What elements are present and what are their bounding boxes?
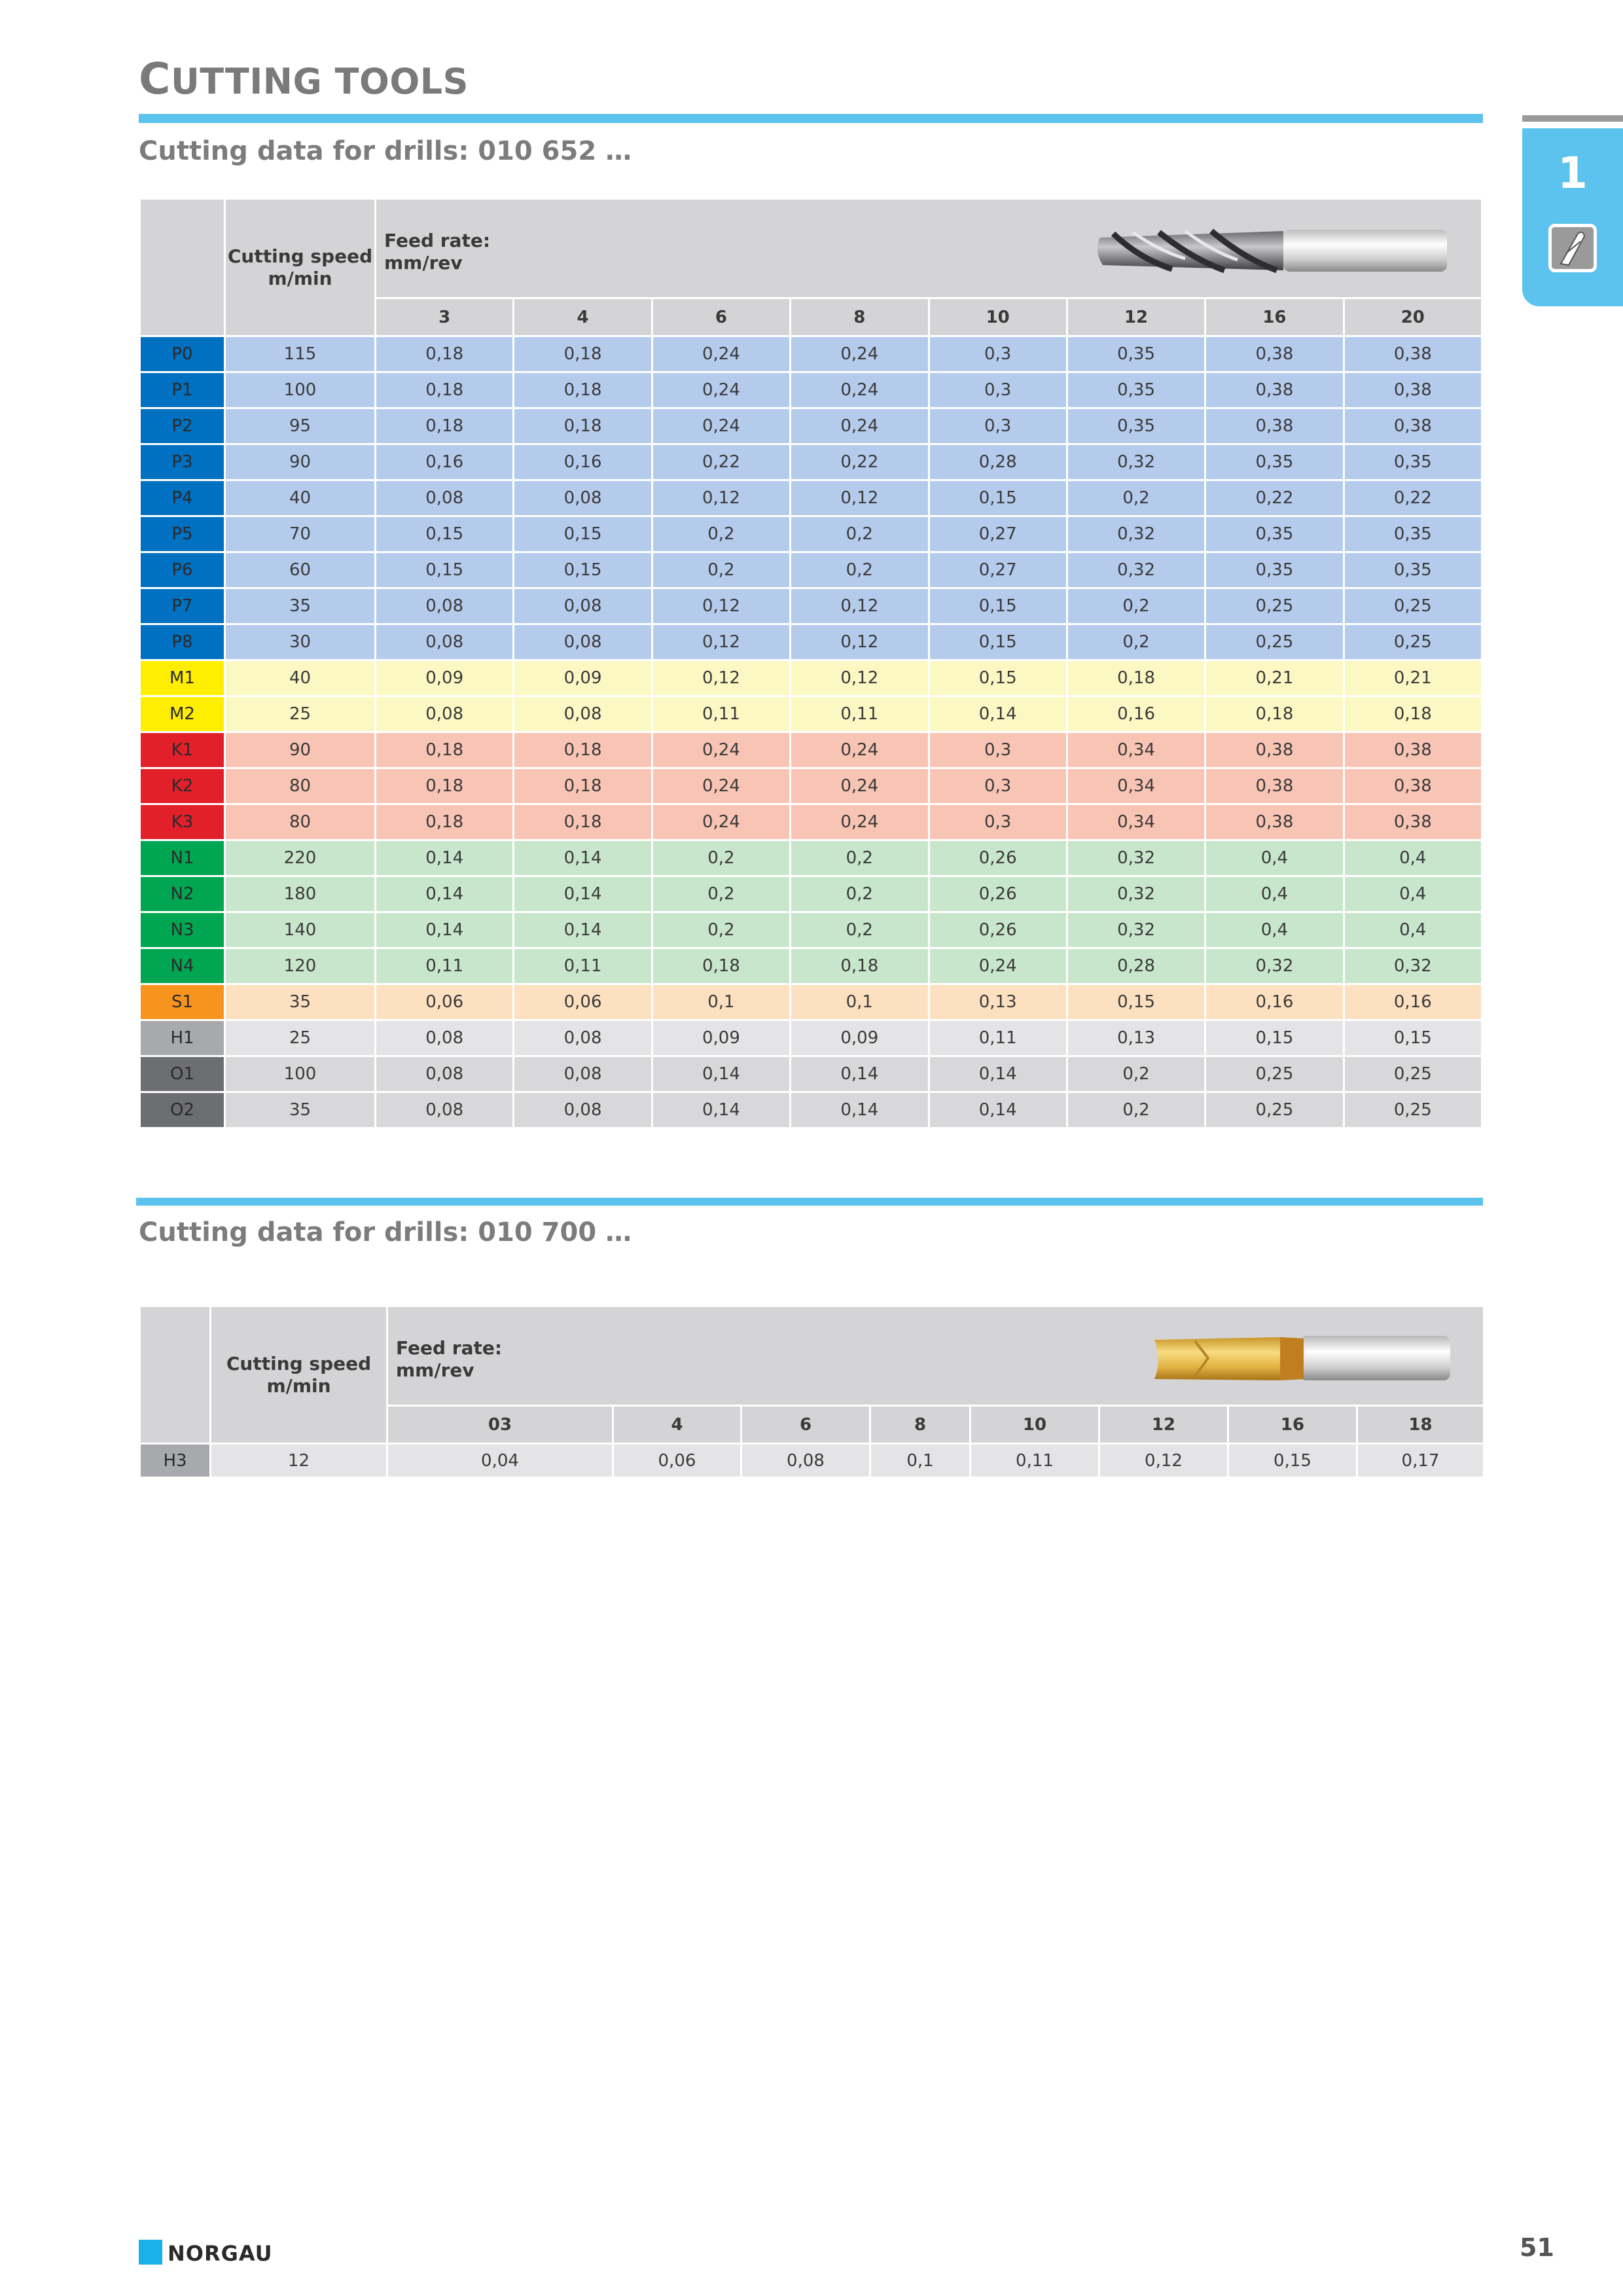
cutting-speed-cell: 12: [211, 1444, 387, 1478]
feed-rate-cell: 0,08: [376, 1020, 514, 1056]
feed-rate-cell: 0,14: [791, 1092, 929, 1128]
feed-rate-cell: 0,15: [1228, 1444, 1357, 1478]
feed-rate-cell: 0,2: [652, 876, 790, 912]
feed-rate-cell: 0,25: [1344, 1056, 1482, 1092]
feed-rate-cell: 0,24: [791, 372, 929, 408]
feed-rate-cell: 0,25: [1205, 1092, 1344, 1128]
material-code-cell: N3: [140, 912, 225, 948]
feed-rate-cell: 0,38: [1344, 732, 1482, 768]
feed-rate-cell: 0,2: [652, 840, 790, 876]
material-code-cell: K3: [140, 804, 225, 840]
feed-rate-cell: 0,22: [1344, 480, 1482, 516]
chapter-tab[interactable]: [1522, 128, 1623, 306]
feed-rate-cell: 0,18: [376, 408, 514, 444]
speed-label: Cutting speed: [227, 245, 373, 267]
feed-rate-cell: 0,14: [376, 912, 514, 948]
twist-drill-icon: [1087, 219, 1454, 282]
material-code-cell: P1: [140, 372, 225, 408]
feed-rate-cell: 0,14: [376, 840, 514, 876]
diameter-header: 12: [1067, 298, 1205, 336]
feed-rate-cell: 0,11: [971, 1444, 1099, 1478]
feed-rate-cell: 0,3: [929, 732, 1067, 768]
cutting-speed-cell: 90: [225, 444, 376, 480]
feed-rate-cell: 0,06: [514, 984, 652, 1020]
feed-rate-cell: 0,12: [652, 588, 790, 624]
feed-rate-cell: 0,12: [652, 480, 790, 516]
table2-separator: [136, 1198, 1483, 1206]
feed-rate-cell: 0,15: [929, 480, 1067, 516]
feed-rate-cell: 0,4: [1344, 876, 1482, 912]
feed-rate-cell: 0,2: [652, 516, 790, 552]
feed-rate-cell: 0,15: [376, 516, 514, 552]
material-code-cell: P0: [140, 336, 225, 372]
diameter-header: 18: [1357, 1406, 1484, 1444]
feed-rate-cell: 0,32: [1067, 840, 1205, 876]
feed-rate-cell: 0,32: [1067, 912, 1205, 948]
cutting-speed-cell: 95: [225, 408, 376, 444]
feed-rate-cell: 0,09: [652, 1020, 790, 1056]
feed-rate-cell: 0,24: [791, 336, 929, 372]
feed-rate-cell: 0,15: [1344, 1020, 1482, 1056]
feed-rate-cell: 0,2: [1067, 1056, 1205, 1092]
material-code-cell: K2: [140, 768, 225, 804]
feed-rate-cell: 0,16: [1344, 984, 1482, 1020]
feed-rate-cell: 0,2: [791, 516, 929, 552]
material-code-cell: P3: [140, 444, 225, 480]
cutting-speed-cell: 180: [225, 876, 376, 912]
feed-rate-cell: 0,18: [376, 732, 514, 768]
feed-rate-cell: 0,18: [514, 408, 652, 444]
cutting-speed-cell: 80: [225, 768, 376, 804]
page-title: CUTTING TOOLS: [139, 54, 469, 104]
feed-rate-cell: 0,4: [1205, 840, 1344, 876]
table-row: [140, 408, 1482, 444]
material-code-cell: P2: [140, 408, 225, 444]
title-underline: [139, 114, 1483, 123]
cutting-speed-cell: 60: [225, 552, 376, 588]
feed-rate-cell: 0,24: [652, 336, 790, 372]
feed-rate-cell: 0,25: [1344, 1092, 1482, 1128]
feed-rate-cell: 0,18: [1205, 696, 1344, 732]
feed-rate-cell: 0,18: [376, 768, 514, 804]
feed-rate-cell: 0,15: [929, 624, 1067, 660]
feed-rate-cell: 0,25: [1344, 624, 1482, 660]
material-code-cell: M1: [140, 660, 225, 696]
feed-rate-cell: 0,24: [652, 732, 790, 768]
feed-rate-cell: 0,24: [929, 948, 1067, 984]
feed-rate-cell: 0,2: [1067, 1092, 1205, 1128]
feed-rate-header: [376, 199, 1482, 298]
table-row: [140, 372, 1482, 408]
feed-rate-cell: 0,08: [741, 1444, 870, 1478]
feed-rate-cell: 0,16: [376, 444, 514, 480]
feed-rate-cell: 0,35: [1205, 444, 1344, 480]
feed-rate-cell: 0,15: [929, 660, 1067, 696]
material-code-cell: P7: [140, 588, 225, 624]
feed-rate-cell: 0,08: [376, 1056, 514, 1092]
feed-rate-cell: 0,38: [1205, 336, 1344, 372]
feed-rate-cell: 0,24: [791, 768, 929, 804]
feed-rate-cell: 0,38: [1205, 372, 1344, 408]
cutting-speed-cell: 40: [225, 660, 376, 696]
feed-rate-cell: 0,3: [929, 372, 1067, 408]
diameter-header: 16: [1228, 1406, 1357, 1444]
feed-rate-cell: 0,14: [376, 876, 514, 912]
feed-rate-cell: 0,4: [1344, 840, 1482, 876]
feed-rate-cell: 0,12: [791, 624, 929, 660]
feed-rate-cell: 0,16: [1067, 696, 1205, 732]
cutting-speed-cell: 100: [225, 372, 376, 408]
feed-rate-cell: 0,32: [1067, 516, 1205, 552]
feed-rate-cell: 0,35: [1067, 408, 1205, 444]
feed-label: Feed rate:: [384, 230, 491, 251]
speed-label: Cutting speed: [226, 1352, 372, 1374]
diameter-header: 8: [791, 298, 929, 336]
feed-rate-cell: 0,11: [929, 1020, 1067, 1056]
feed-rate-cell: 0,12: [652, 624, 790, 660]
feed-rate-cell: 0,25: [1344, 588, 1482, 624]
table-row: [140, 336, 1482, 372]
feed-rate-cell: 0,35: [1205, 516, 1344, 552]
feed-rate-cell: 0,09: [376, 660, 514, 696]
table-row: [140, 1020, 1482, 1056]
feed-rate-cell: 0,2: [791, 552, 929, 588]
feed-rate-cell: 0,14: [929, 696, 1067, 732]
feed-rate-cell: 0,3: [929, 336, 1067, 372]
feed-rate-cell: 0,09: [791, 1020, 929, 1056]
feed-rate-cell: 0,18: [376, 372, 514, 408]
feed-rate-cell: 0,32: [1205, 948, 1344, 984]
material-code-header: [140, 1306, 211, 1444]
norgau-logo-square-icon: [139, 2240, 162, 2265]
feed-rate-header: [387, 1306, 1484, 1406]
feed-rate-cell: 0,14: [514, 876, 652, 912]
material-code-cell: N2: [140, 876, 225, 912]
feed-rate-cell: 0,28: [1067, 948, 1205, 984]
feed-rate-cell: 0,08: [514, 1020, 652, 1056]
feed-rate-cell: 0,25: [1205, 624, 1344, 660]
cutting-speed-cell: 80: [225, 804, 376, 840]
material-code-header: [140, 199, 225, 336]
material-code-cell: P8: [140, 624, 225, 660]
diameter-header: 10: [971, 1406, 1099, 1444]
diameter-header: 8: [870, 1406, 971, 1444]
feed-rate-cell: 0,11: [514, 948, 652, 984]
material-code-cell: S1: [140, 984, 225, 1020]
feed-rate-cell: 0,15: [376, 552, 514, 588]
material-code-cell: P6: [140, 552, 225, 588]
feed-rate-cell: 0,3: [929, 768, 1067, 804]
cutting-data-table-010700: [139, 1305, 1485, 1479]
feed-rate-cell: 0,14: [514, 840, 652, 876]
feed-rate-cell: 0,24: [791, 804, 929, 840]
feed-rate-cell: 0,08: [514, 696, 652, 732]
feed-rate-cell: 0,38: [1205, 804, 1344, 840]
feed-rate-cell: 0,24: [791, 732, 929, 768]
cutting-speed-cell: 70: [225, 516, 376, 552]
table-row: [140, 1092, 1482, 1128]
cutting-speed-cell: 35: [225, 588, 376, 624]
feed-rate-cell: 0,35: [1067, 336, 1205, 372]
table-row: [140, 804, 1482, 840]
feed-rate-cell: 0,1: [652, 984, 790, 1020]
feed-rate-cell: 0,08: [376, 480, 514, 516]
feed-rate-cell: 0,18: [514, 336, 652, 372]
feed-rate-cell: 0,14: [514, 912, 652, 948]
feed-rate-cell: 0,18: [514, 372, 652, 408]
table-row: [140, 552, 1482, 588]
material-code-cell: N1: [140, 840, 225, 876]
feed-rate-cell: 0,38: [1344, 372, 1482, 408]
feed-rate-cell: 0,27: [929, 516, 1067, 552]
feed-rate-cell: 0,15: [1205, 1020, 1344, 1056]
feed-rate-cell: 0,08: [376, 696, 514, 732]
feed-rate-cell: 0,38: [1344, 768, 1482, 804]
cutting-speed-cell: 100: [225, 1056, 376, 1092]
feed-rate-cell: 0,35: [1344, 444, 1482, 480]
material-code-cell: H1: [140, 1020, 225, 1056]
material-code-cell: K1: [140, 732, 225, 768]
table-row: [140, 948, 1482, 984]
feed-rate-cell: 0,4: [1344, 912, 1482, 948]
diameter-header: 20: [1344, 298, 1482, 336]
cutting-speed-cell: 40: [225, 480, 376, 516]
feed-rate-cell: 0,4: [1205, 876, 1344, 912]
feed-rate-cell: 0,15: [514, 516, 652, 552]
cutting-speed-cell: 25: [225, 1020, 376, 1056]
feed-rate-cell: 0,18: [514, 768, 652, 804]
table-row: [140, 516, 1482, 552]
feed-rate-cell: 0,08: [514, 480, 652, 516]
feed-rate-cell: 0,34: [1067, 768, 1205, 804]
diameter-header: 12: [1099, 1406, 1228, 1444]
diameter-header: 4: [613, 1406, 741, 1444]
feed-rate-cell: 0,32: [1344, 948, 1482, 984]
feed-rate-cell: 0,22: [652, 444, 790, 480]
cutting-speed-cell: 30: [225, 624, 376, 660]
chapter-number: 1: [1558, 148, 1588, 198]
cutting-speed-cell: 115: [225, 336, 376, 372]
table-row: [140, 840, 1482, 876]
feed-rate-cell: 0,38: [1344, 804, 1482, 840]
feed-rate-cell: 0,08: [376, 1092, 514, 1128]
table-row: [140, 1444, 1484, 1478]
feed-rate-cell: 0,18: [376, 336, 514, 372]
brand-logo-text: NORGAU: [168, 2241, 273, 2266]
feed-rate-cell: 0,3: [929, 408, 1067, 444]
cutting-speed-cell: 35: [225, 1092, 376, 1128]
material-code-cell: P4: [140, 480, 225, 516]
feed-rate-cell: 0,25: [1205, 1056, 1344, 1092]
diameter-header: 10: [929, 298, 1067, 336]
feed-rate-cell: 0,38: [1344, 336, 1482, 372]
table-row: [140, 984, 1482, 1020]
material-code-cell: H3: [140, 1444, 211, 1478]
feed-rate-cell: 0,2: [652, 912, 790, 948]
page-number: 51: [1520, 2233, 1554, 2262]
speed-unit: m/min: [268, 267, 332, 289]
table-row: [140, 696, 1482, 732]
feed-rate-cell: 0,12: [791, 480, 929, 516]
feed-rate-cell: 0,4: [1205, 912, 1344, 948]
feed-rate-cell: 0,18: [1344, 696, 1482, 732]
feed-rate-cell: 0,24: [652, 372, 790, 408]
feed-rate-cell: 0,14: [652, 1092, 790, 1128]
feed-rate-cell: 0,2: [791, 840, 929, 876]
feed-rate-cell: 0,21: [1344, 660, 1482, 696]
feed-rate-cell: 0,22: [1205, 480, 1344, 516]
feed-rate-cell: 0,16: [1205, 984, 1344, 1020]
feed-rate-cell: 0,18: [514, 804, 652, 840]
feed-rate-cell: 0,08: [376, 624, 514, 660]
feed-rate-cell: 0,06: [376, 984, 514, 1020]
feed-rate-cell: 0,12: [1099, 1444, 1228, 1478]
feed-rate-cell: 0,14: [791, 1056, 929, 1092]
table-row: [140, 876, 1482, 912]
diameter-header: 03: [387, 1406, 613, 1444]
feed-rate-cell: 0,25: [1205, 588, 1344, 624]
material-code-cell: M2: [140, 696, 225, 732]
feed-rate-cell: 0,26: [929, 876, 1067, 912]
feed-rate-cell: 0,12: [652, 660, 790, 696]
feed-rate-cell: 0,2: [791, 876, 929, 912]
feed-rate-cell: 0,32: [1067, 444, 1205, 480]
feed-rate-cell: 0,28: [929, 444, 1067, 480]
feed-rate-cell: 0,11: [652, 696, 790, 732]
feed-unit: mm/rev: [396, 1359, 474, 1381]
feed-rate-cell: 0,18: [514, 732, 652, 768]
feed-rate-cell: 0,15: [929, 588, 1067, 624]
chapter-tab-rule: [1522, 115, 1623, 122]
feed-rate-cell: 0,11: [376, 948, 514, 984]
feed-rate-cell: 0,32: [1067, 876, 1205, 912]
feed-rate-cell: 0,2: [1067, 588, 1205, 624]
cutting-data-table-010652: [139, 198, 1483, 1129]
diameter-header: 3: [376, 298, 514, 336]
feed-rate-cell: 0,12: [791, 660, 929, 696]
feed-rate-cell: 0,35: [1344, 552, 1482, 588]
feed-rate-cell: 0,08: [514, 1056, 652, 1092]
table-row: [140, 912, 1482, 948]
material-code-cell: N4: [140, 948, 225, 984]
table-row: [140, 660, 1482, 696]
feed-rate-cell: 0,21: [1205, 660, 1344, 696]
feed-rate-cell: 0,27: [929, 552, 1067, 588]
table-row: [140, 1056, 1482, 1092]
feed-label: Feed rate:: [396, 1337, 503, 1359]
cutting-speed-cell: 35: [225, 984, 376, 1020]
feed-rate-cell: 0,24: [791, 408, 929, 444]
feed-rate-cell: 0,08: [514, 624, 652, 660]
speed-unit: m/min: [266, 1374, 331, 1397]
feed-rate-cell: 0,16: [514, 444, 652, 480]
cutting-speed-cell: 120: [225, 948, 376, 984]
feed-rate-cell: 0,14: [929, 1092, 1067, 1128]
feed-rate-cell: 0,26: [929, 840, 1067, 876]
feed-rate-cell: 0,08: [514, 588, 652, 624]
feed-rate-cell: 0,35: [1205, 552, 1344, 588]
feed-rate-cell: 0,11: [791, 696, 929, 732]
table-row: [140, 480, 1482, 516]
feed-rate-cell: 0,18: [376, 804, 514, 840]
feed-rate-cell: 0,32: [1067, 552, 1205, 588]
material-code-cell: O1: [140, 1056, 225, 1092]
material-code-cell: O2: [140, 1092, 225, 1128]
feed-rate-cell: 0,1: [791, 984, 929, 1020]
diameter-header: 6: [652, 298, 790, 336]
feed-rate-cell: 0,14: [652, 1056, 790, 1092]
diameter-header: 4: [514, 298, 652, 336]
feed-rate-cell: 0,08: [514, 1092, 652, 1128]
feed-rate-cell: 0,1: [870, 1444, 971, 1478]
feed-rate-cell: 0,26: [929, 912, 1067, 948]
table2-heading: Cutting data for drills: 010 700 …: [139, 1217, 632, 1247]
cutting-speed-header: [225, 199, 376, 336]
drill-tool-icon: [1548, 224, 1597, 272]
feed-rate-cell: 0,2: [791, 912, 929, 948]
table-row: [140, 588, 1482, 624]
material-code-cell: P5: [140, 516, 225, 552]
feed-rate-cell: 0,17: [1357, 1444, 1484, 1478]
table-row: [140, 624, 1482, 660]
feed-rate-cell: 0,22: [791, 444, 929, 480]
feed-rate-cell: 0,18: [1067, 660, 1205, 696]
feed-rate-cell: 0,15: [514, 552, 652, 588]
table-row: [140, 444, 1482, 480]
feed-rate-cell: 0,18: [652, 948, 790, 984]
diameter-header: 16: [1205, 298, 1344, 336]
cutting-speed-header: [211, 1306, 387, 1444]
feed-rate-cell: 0,2: [652, 552, 790, 588]
feed-rate-cell: 0,18: [791, 948, 929, 984]
diameter-header: 6: [741, 1406, 870, 1444]
feed-rate-cell: 0,15: [1067, 984, 1205, 1020]
feed-rate-cell: 0,12: [791, 588, 929, 624]
feed-rate-cell: 0,35: [1067, 372, 1205, 408]
feed-rate-cell: 0,04: [387, 1444, 613, 1478]
feed-unit: mm/rev: [384, 252, 463, 274]
feed-rate-cell: 0,34: [1067, 732, 1205, 768]
cutting-speed-cell: 140: [225, 912, 376, 948]
gold-coated-drill-icon: [1149, 1325, 1457, 1391]
feed-rate-cell: 0,14: [929, 1056, 1067, 1092]
cutting-speed-cell: 220: [225, 840, 376, 876]
feed-rate-cell: 0,08: [376, 588, 514, 624]
feed-rate-cell: 0,34: [1067, 804, 1205, 840]
feed-rate-cell: 0,2: [1067, 624, 1205, 660]
feed-rate-cell: 0,3: [929, 804, 1067, 840]
feed-rate-cell: 0,24: [652, 408, 790, 444]
feed-rate-cell: 0,35: [1344, 516, 1482, 552]
feed-rate-cell: 0,09: [514, 660, 652, 696]
feed-rate-cell: 0,2: [1067, 480, 1205, 516]
feed-rate-cell: 0,13: [929, 984, 1067, 1020]
feed-rate-cell: 0,13: [1067, 1020, 1205, 1056]
table-row: [140, 768, 1482, 804]
feed-rate-cell: 0,38: [1205, 408, 1344, 444]
feed-rate-cell: 0,24: [652, 768, 790, 804]
feed-rate-cell: 0,38: [1344, 408, 1482, 444]
feed-rate-cell: 0,24: [652, 804, 790, 840]
table-row: [140, 732, 1482, 768]
cutting-speed-cell: 25: [225, 696, 376, 732]
feed-rate-cell: 0,38: [1205, 732, 1344, 768]
feed-rate-cell: 0,38: [1205, 768, 1344, 804]
table1-heading: Cutting data for drills: 010 652 …: [139, 136, 632, 166]
feed-rate-cell: 0,06: [613, 1444, 741, 1478]
cutting-speed-cell: 90: [225, 732, 376, 768]
